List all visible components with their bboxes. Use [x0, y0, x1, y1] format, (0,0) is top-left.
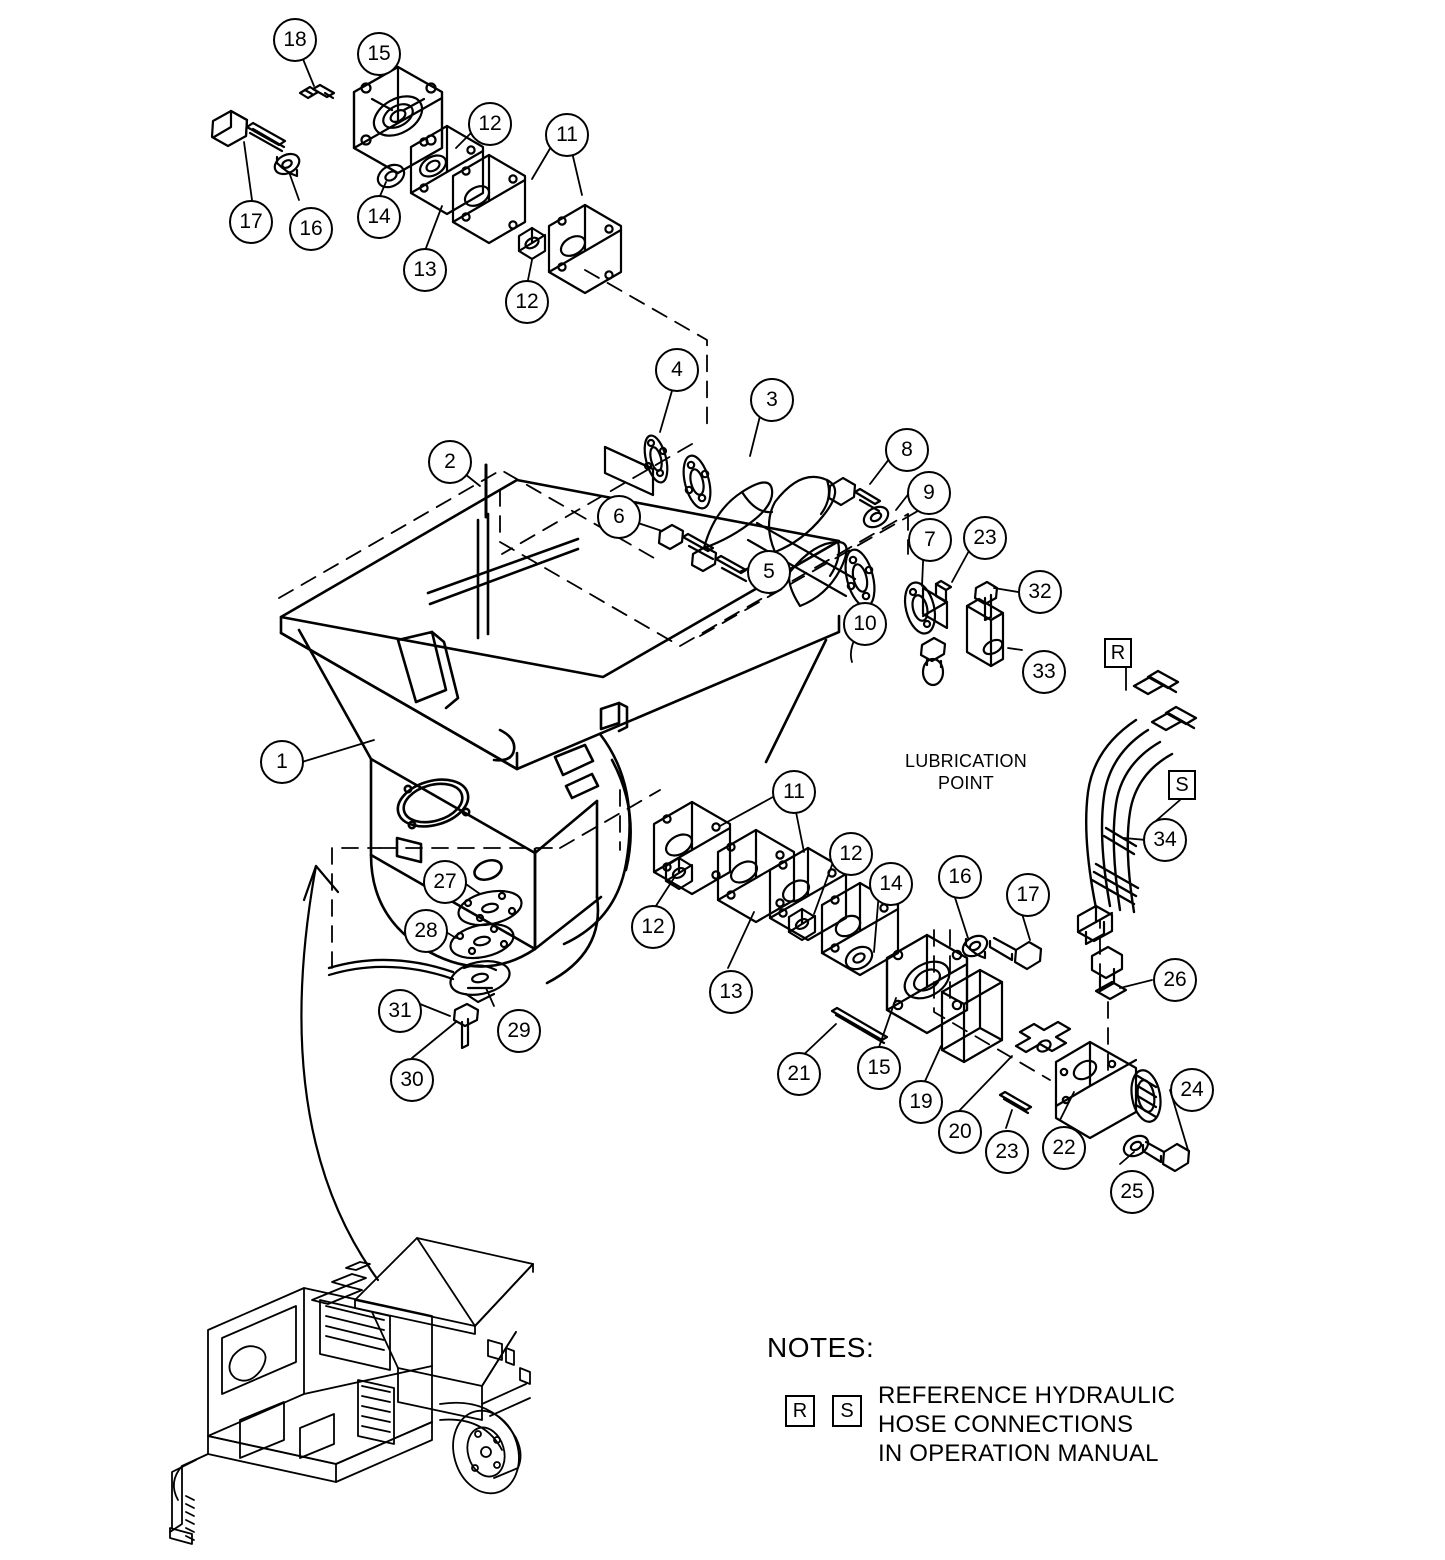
lubrication-point-line1: LUBRICATION: [905, 751, 1027, 771]
callout-13-lower[interactable]: 13: [709, 970, 753, 1014]
callout-4[interactable]: 4: [655, 348, 699, 392]
callout-3[interactable]: 3: [750, 378, 794, 422]
callout-16-lower[interactable]: 16: [938, 855, 982, 899]
callout-21[interactable]: 21: [777, 1052, 821, 1096]
part-flange-5: [679, 453, 715, 511]
part-plate-13: [411, 126, 483, 214]
callout-12-lower-b[interactable]: 12: [631, 905, 675, 949]
callout-17-upper[interactable]: 17: [229, 200, 273, 244]
callout-10[interactable]: 10: [843, 602, 887, 646]
callout-17-lower[interactable]: 17: [1006, 873, 1050, 917]
callout-25[interactable]: 25: [1110, 1170, 1154, 1214]
notes-text: [878, 1381, 1298, 1468]
callout-28[interactable]: 28: [404, 909, 448, 953]
part-bracket-19: [942, 970, 1002, 1062]
notes-line-1: REFERENCE HYDRAULIC: [878, 1382, 1176, 1409]
part-grease-fitting-18: [300, 85, 334, 98]
ref-box-s-hose[interactable]: S: [1168, 770, 1196, 800]
part-bolt-17-lower: [990, 938, 1041, 969]
part-bolt-8: [829, 478, 880, 511]
ref-box-r-hose[interactable]: R: [1104, 638, 1132, 668]
part-bolt-30: [454, 1004, 478, 1048]
callout-22[interactable]: 22: [1042, 1126, 1086, 1170]
callout-2[interactable]: 2: [428, 440, 472, 484]
callout-13-upper[interactable]: 13: [403, 248, 447, 292]
part-washer-14: [374, 160, 408, 191]
part-plate-12-upper: [453, 155, 525, 243]
notes-line-3: IN OPERATION MANUAL: [878, 1440, 1159, 1467]
part-fitting-26: [1092, 947, 1126, 999]
callout-8[interactable]: 8: [885, 428, 929, 472]
part-bolt-17: [212, 111, 285, 151]
callout-32[interactable]: 32: [1018, 570, 1062, 614]
callout-1[interactable]: 1: [260, 740, 304, 784]
callout-11-upper[interactable]: 11: [545, 113, 589, 157]
callout-24[interactable]: 24: [1170, 1068, 1214, 1112]
part-zerk-10: [921, 638, 945, 685]
part-bolt-24: [1143, 1142, 1189, 1171]
callout-27[interactable]: 27: [423, 860, 467, 904]
lubrication-point-line2: POINT: [937, 773, 994, 793]
callout-5[interactable]: 5: [747, 550, 791, 594]
callout-18[interactable]: 18: [273, 18, 317, 62]
callout-12-upper-b[interactable]: 12: [505, 280, 549, 324]
part-pin-21: [832, 1008, 887, 1043]
callout-6[interactable]: 6: [597, 495, 641, 539]
part-plate-13-lower: [718, 830, 794, 922]
part-auger-end-flange: [840, 547, 879, 610]
part-nut-12-lower: [519, 228, 545, 259]
callout-23-lower[interactable]: 23: [985, 1130, 1029, 1174]
callout-31[interactable]: 31: [378, 989, 422, 1033]
callout-20[interactable]: 20: [938, 1110, 982, 1154]
callout-29[interactable]: 29: [497, 1009, 541, 1053]
machine-illustration: [170, 1238, 533, 1544]
callout-11-lower[interactable]: 11: [772, 770, 816, 814]
part-plate-11-upper: [549, 205, 621, 293]
callout-9[interactable]: 9: [907, 471, 951, 515]
part-cross-20: [1016, 1022, 1070, 1054]
part-washer-16: [271, 150, 302, 178]
callout-15-upper[interactable]: 15: [357, 32, 401, 76]
callout-14-lower[interactable]: 14: [869, 862, 913, 906]
lubrication-point-label: [880, 750, 1052, 794]
notes-ref-box-s: S: [832, 1395, 862, 1427]
part-shaft-4: [605, 433, 672, 495]
callout-7[interactable]: 7: [908, 518, 952, 562]
part-hydraulic-motor-22: [1056, 1042, 1164, 1138]
callout-12-upper-a[interactable]: 12: [468, 102, 512, 146]
part-bar-31: [329, 960, 453, 979]
notes-ref-box-r: R: [785, 1395, 815, 1427]
callout-34[interactable]: 34: [1143, 818, 1187, 862]
part-hub-7: [900, 579, 947, 636]
callout-16-upper[interactable]: 16: [289, 207, 333, 251]
part-pin-23-lower: [1000, 1092, 1031, 1113]
callout-12-lower-a[interactable]: 12: [829, 832, 873, 876]
callout-26[interactable]: 26: [1153, 958, 1197, 1002]
notes-heading: NOTES:: [767, 1332, 875, 1363]
callout-30[interactable]: 30: [390, 1058, 434, 1102]
callout-14-upper[interactable]: 14: [357, 195, 401, 239]
part-fitting-26b: [1078, 906, 1112, 944]
callout-33[interactable]: 33: [1022, 650, 1066, 694]
part-plate-28: [447, 919, 516, 964]
callout-15-lower[interactable]: 15: [857, 1046, 901, 1090]
notes-line-2: HOSE CONNECTIONS: [878, 1411, 1134, 1438]
part-washer-25: [1120, 1132, 1152, 1161]
callout-23-upper[interactable]: 23: [963, 516, 1007, 560]
callout-19[interactable]: 19: [899, 1080, 943, 1124]
machine-reference-arrow: [301, 866, 378, 1280]
